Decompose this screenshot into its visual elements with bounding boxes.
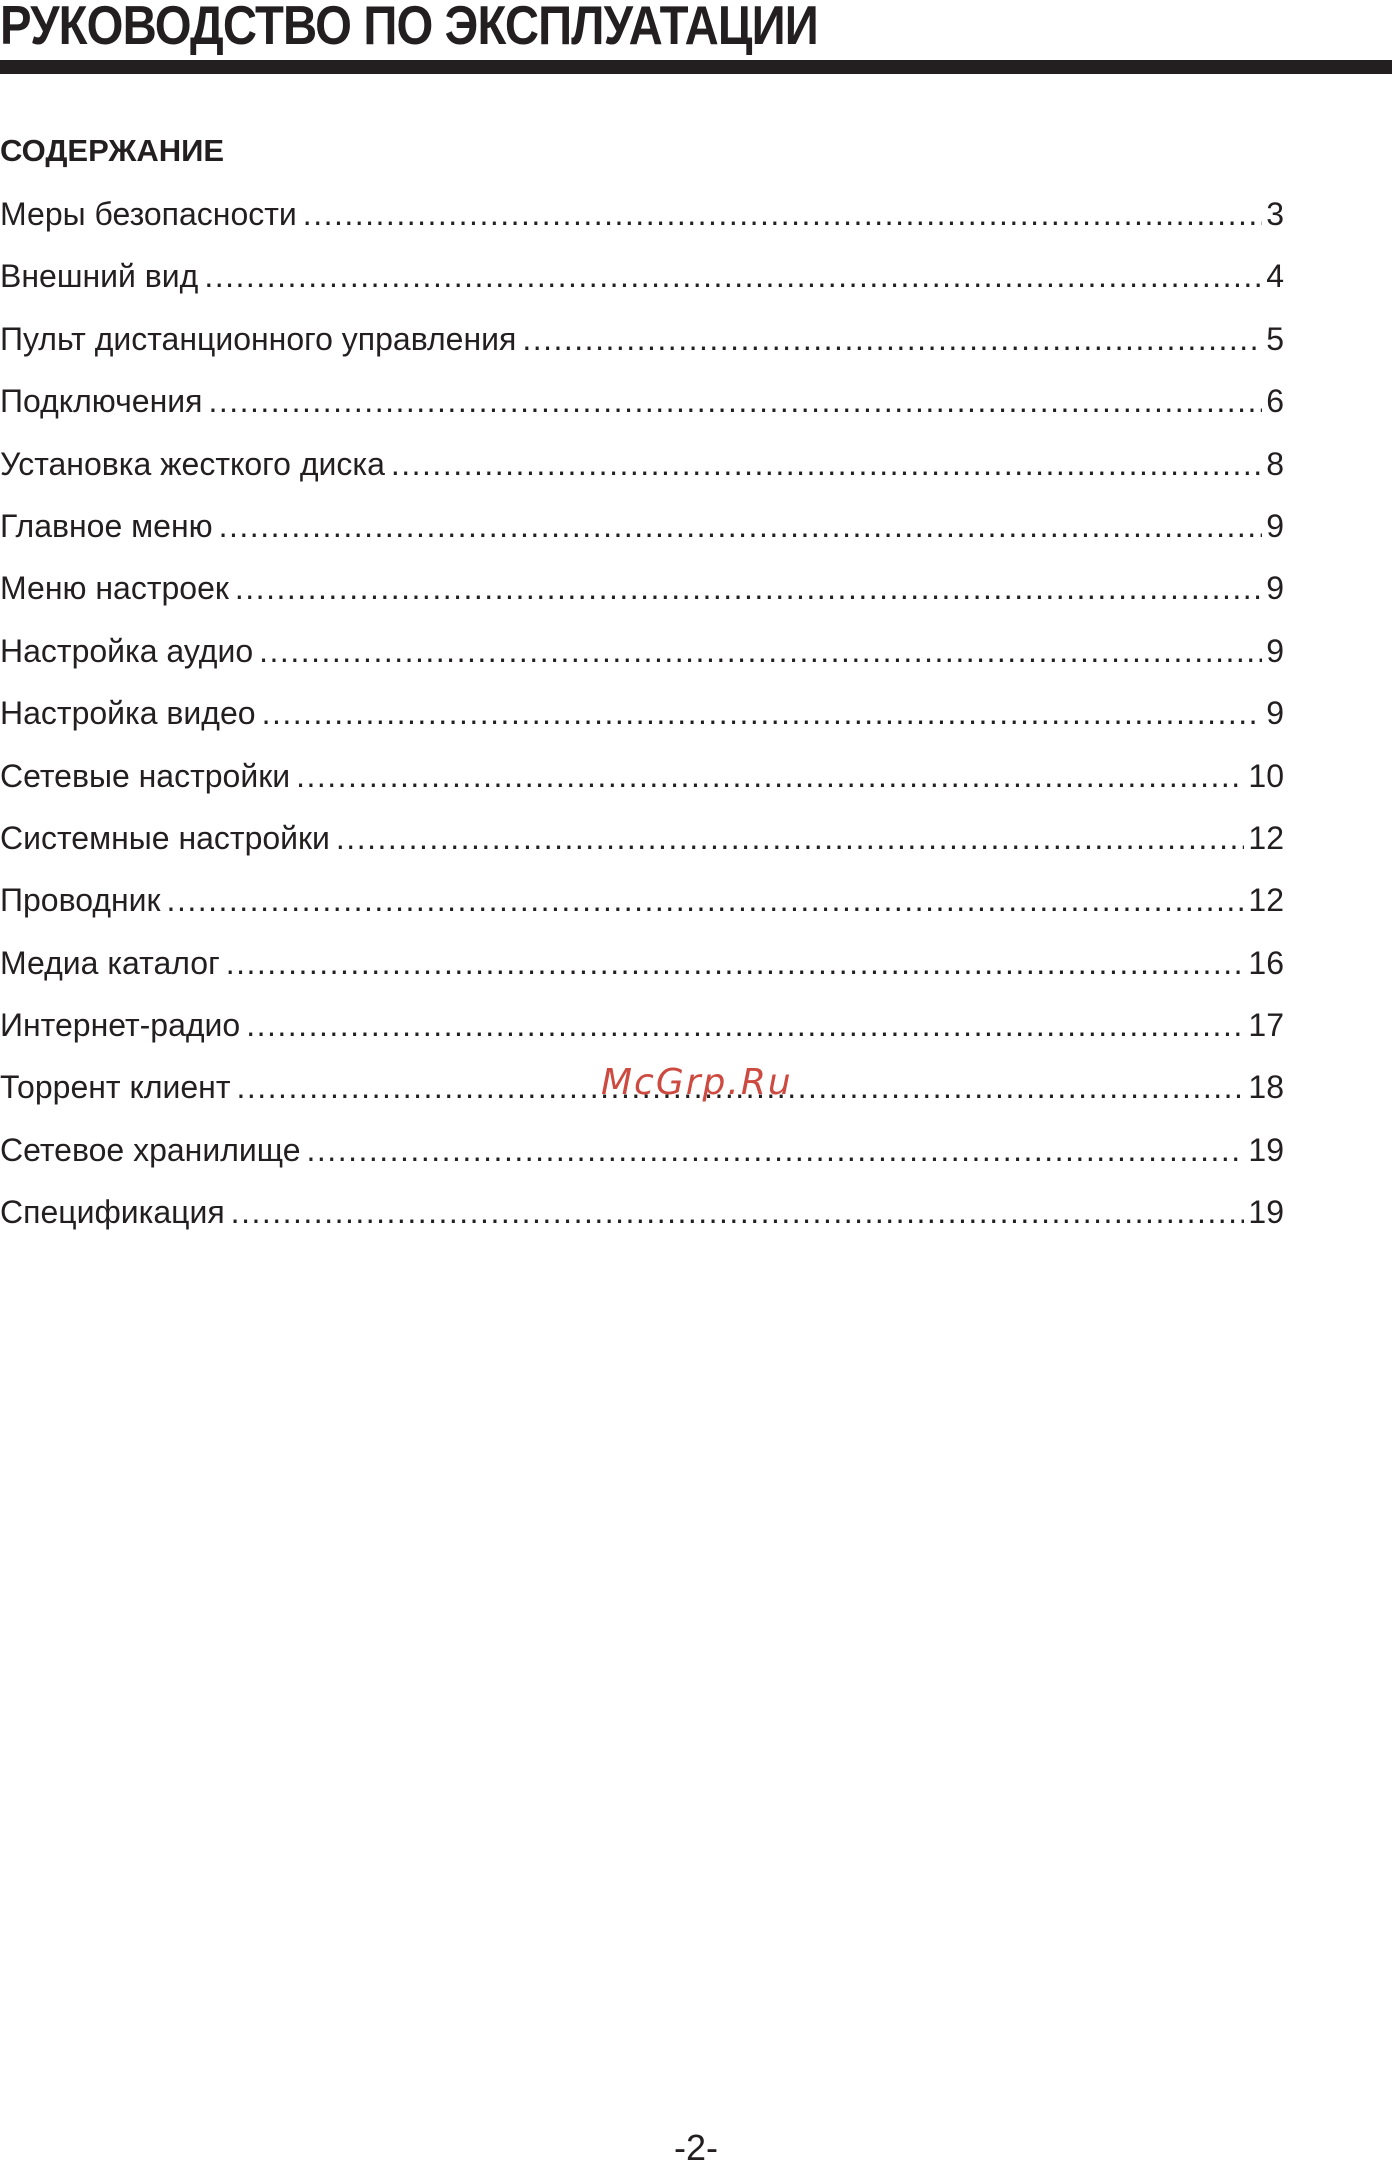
document-title: РУКОВОДСТВО ПО ЭКСПЛУАТАЦИИ bbox=[0, 0, 818, 56]
dot-leader bbox=[208, 379, 1262, 423]
toc-entry-page: 8 bbox=[1266, 445, 1284, 482]
dot-leader bbox=[246, 1003, 1244, 1047]
toc-entry-page: 19 bbox=[1248, 1194, 1284, 1231]
toc-entry[interactable] bbox=[0, 629, 1284, 691]
toc-entry[interactable] bbox=[0, 878, 1284, 940]
toc-entry-label: Торрент клиент bbox=[0, 1069, 231, 1106]
toc-entry-label: Подключения bbox=[0, 383, 203, 420]
toc-entry[interactable] bbox=[0, 379, 1284, 441]
toc-entry[interactable] bbox=[0, 566, 1284, 628]
toc-entry[interactable] bbox=[0, 1128, 1284, 1190]
toc-entry-label: Внешний вид bbox=[0, 258, 199, 295]
toc-entry[interactable] bbox=[0, 1003, 1284, 1065]
dot-leader bbox=[231, 1190, 1245, 1234]
toc-entry-page: 17 bbox=[1248, 1007, 1284, 1044]
toc-entry-page: 9 bbox=[1266, 695, 1284, 732]
toc-entry-page: 12 bbox=[1248, 882, 1284, 919]
toc-entry[interactable] bbox=[0, 504, 1284, 566]
toc-entry[interactable] bbox=[0, 941, 1284, 1003]
toc-entry[interactable] bbox=[0, 754, 1284, 816]
dot-leader bbox=[303, 192, 1262, 236]
toc-entry-label: Медиа каталог bbox=[0, 944, 220, 981]
toc-entry-page: 19 bbox=[1248, 1131, 1284, 1168]
dot-leader bbox=[167, 878, 1245, 922]
dot-leader bbox=[259, 629, 1262, 673]
dot-leader bbox=[391, 442, 1262, 486]
dot-leader bbox=[219, 504, 1263, 548]
toc-entry[interactable] bbox=[0, 192, 1284, 254]
toc-entry-page: 10 bbox=[1248, 757, 1284, 794]
toc-entry-label: Меры безопасности bbox=[0, 196, 297, 232]
toc-entry-label: Настройка аудио bbox=[0, 632, 254, 669]
toc-entry[interactable] bbox=[0, 317, 1284, 379]
toc-entry-page: 12 bbox=[1248, 819, 1284, 856]
page-number: -2- bbox=[674, 2127, 718, 2168]
toc-entry-label: Настройка видео bbox=[0, 695, 256, 732]
toc-entry[interactable] bbox=[0, 254, 1284, 316]
dot-leader bbox=[336, 816, 1245, 860]
dot-leader bbox=[296, 754, 1244, 798]
toc-entry-label: Спецификация bbox=[0, 1194, 225, 1231]
toc-entry-page: 9 bbox=[1266, 570, 1284, 607]
header-rule bbox=[0, 60, 1392, 74]
dot-leader bbox=[235, 566, 1262, 610]
dot-leader bbox=[522, 317, 1262, 361]
toc-entry-page: 16 bbox=[1248, 944, 1284, 981]
watermark: McGrp.Ru bbox=[601, 1062, 793, 1103]
toc-entry-label: Главное меню bbox=[0, 507, 213, 544]
toc-entry-label: Меню настроек bbox=[0, 570, 229, 607]
toc-entry[interactable] bbox=[0, 816, 1284, 878]
dot-leader bbox=[204, 254, 1262, 298]
toc-entry-page: 3 bbox=[1266, 196, 1284, 232]
toc-entry-page: 9 bbox=[1266, 507, 1284, 544]
toc-entry-page: 6 bbox=[1266, 383, 1284, 420]
toc-entry-label: Сетевые настройки bbox=[0, 757, 291, 794]
dot-leader bbox=[226, 941, 1245, 985]
toc-entry-label: Установка жесткого диска bbox=[0, 445, 385, 482]
toc-heading: СОДЕРЖАНИЕ bbox=[0, 133, 225, 168]
toc-entry-page: 5 bbox=[1266, 320, 1284, 357]
toc-entry-page: 4 bbox=[1266, 258, 1284, 295]
toc-entry-label: Сетевое хранилище bbox=[0, 1131, 301, 1168]
toc-entry-label: Интернет-радио bbox=[0, 1007, 241, 1044]
toc-entry-label: Пульт дистанционного управления bbox=[0, 320, 517, 357]
dot-leader bbox=[262, 691, 1263, 735]
dot-leader bbox=[307, 1128, 1245, 1172]
toc-entry-page: 9 bbox=[1266, 632, 1284, 669]
toc-entry[interactable] bbox=[0, 691, 1284, 753]
toc-entry[interactable] bbox=[0, 1190, 1284, 1252]
toc-entry-page: 18 bbox=[1248, 1069, 1284, 1106]
toc-entry-label: Системные настройки bbox=[0, 819, 330, 856]
toc-entry[interactable] bbox=[0, 442, 1284, 504]
toc-entry-label: Проводник bbox=[0, 882, 161, 919]
